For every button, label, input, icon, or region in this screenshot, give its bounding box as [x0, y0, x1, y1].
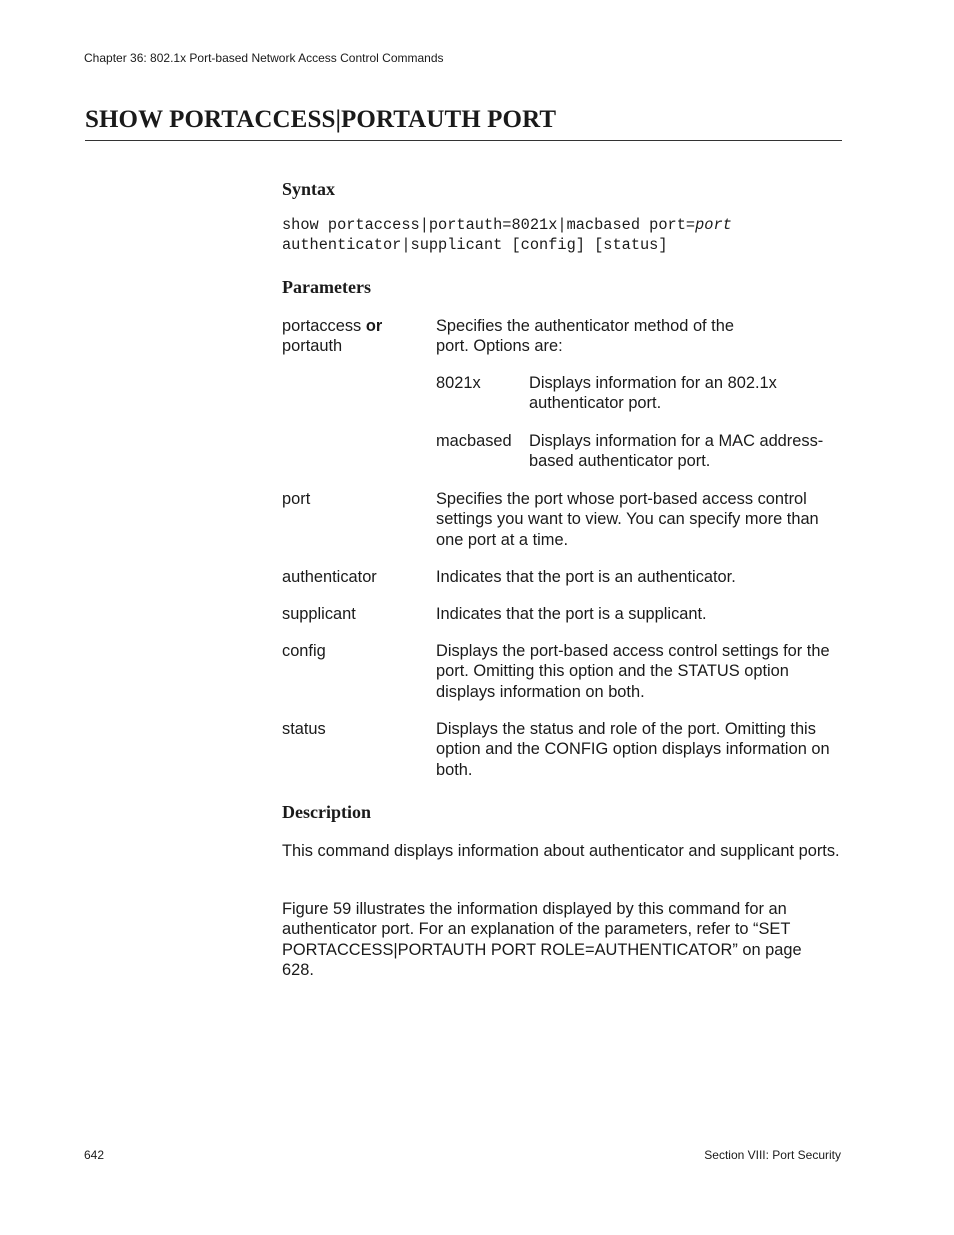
description-heading: Description — [282, 802, 371, 822]
option-term-macbased: macbased — [436, 432, 512, 450]
syntax-port-variable: port — [695, 216, 732, 234]
syntax-line-2: authenticator|supplicant [config] [status] — [282, 236, 668, 254]
param-desc-authenticator: Indicates that the port is an authenticator. — [436, 568, 736, 586]
param-desc-port: Specifies the port whose port-based access control settings you want to view. You can specify more than one port at a time. — [436, 490, 819, 549]
param-desc-supplicant: Indicates that the port is a supplicant. — [436, 605, 707, 623]
syntax-line-1 — [282, 216, 732, 235]
param-term-port: port — [282, 490, 311, 508]
param-term-authenticator: authenticator — [282, 568, 377, 586]
option-desc-macbased: Displays information for a MAC address-based authenticator port. — [529, 432, 824, 471]
param-desc-portaccess: Specifies the authenticator method of the port. Options are: — [436, 317, 734, 356]
description-paragraph-1: This command displays information about authenticator and supplicant ports. — [282, 842, 840, 860]
description-paragraph-2: Figure 59 illustrates the information displayed by this command for an authenticator port. For an explanation of the parameters, refer to “SET PORTACCESS|PORTAUTH PORT ROLE=AUTHENTICATOR” on page 628. — [282, 900, 802, 979]
page-number: 642 — [84, 1148, 105, 1162]
param-term-status: status — [282, 720, 326, 738]
syntax-command: show portaccess|portauth=8021x|macbased port= — [282, 216, 696, 234]
param-term-config: config — [282, 642, 326, 660]
param-desc-config: Displays the port-based access control settings for the port. Omitting this option and the STATUS option displays information on both. — [436, 642, 830, 701]
page-title: SHOW PORTACCESS|PORTAUTH PORT — [85, 106, 557, 133]
running-header: Chapter 36: 802.1x Port-based Network Access Control Commands — [84, 51, 444, 65]
option-term-8021x: 8021x — [436, 374, 481, 392]
param-term-portaccess: portaccess or portauth — [282, 317, 383, 356]
option-desc-8021x: Displays information for an 802.1x authenticator port. — [529, 374, 777, 413]
syntax-heading: Syntax — [282, 179, 336, 199]
title-rule — [85, 140, 842, 141]
param-term-supplicant: supplicant — [282, 605, 356, 623]
parameters-heading: Parameters — [282, 277, 371, 297]
running-footer-section: Section VIII: Port Security — [704, 1148, 841, 1162]
param-desc-status: Displays the status and role of the port. Omitting this option and the CONFIG option displays information on both. — [436, 720, 830, 779]
